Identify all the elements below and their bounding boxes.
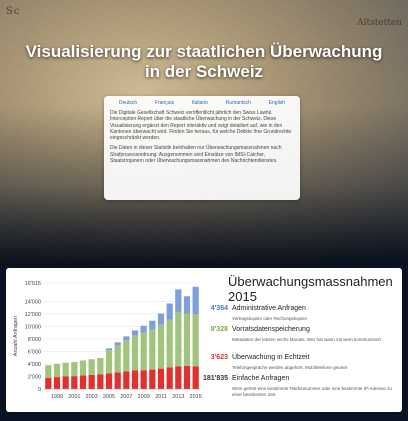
language-link-rm[interactable]: Rumantsch (225, 100, 251, 106)
chart-svg (8, 275, 208, 407)
bar-segment (123, 371, 129, 389)
bar-segment (149, 321, 155, 330)
x-tick-label: 2001 (68, 394, 81, 400)
bar-segment (175, 312, 181, 367)
y-tick-label: 10'000 (24, 324, 41, 331)
bar-segment (149, 329, 155, 369)
legend-name: Vorratsdatenspeicherung (232, 326, 310, 333)
bar-segment (80, 360, 86, 375)
y-tick-label: 14'000 (24, 299, 41, 306)
bar-segment (71, 376, 77, 389)
bar-segment (89, 375, 95, 389)
legend-value: 8'328 (210, 326, 228, 333)
y-axis-label: Anzahl Anfragen (13, 315, 19, 357)
bar-segment (80, 376, 86, 389)
y-tick-label: 4'000 (27, 361, 41, 368)
intro-card (104, 96, 300, 200)
language-link-en[interactable]: English (268, 100, 286, 106)
bar-segment (115, 345, 121, 372)
x-tick-label: 2013 (172, 394, 185, 400)
intro-paragraph: Die Digitale Gesellschaft Schweiz veröffentlicht jährlich den Swiss Lawful Interception Report über die staatliche Überwachung in der Schweiz. Diese Visualisierung ergänzt den Report interaktiv und zeigt detailiert auf, wie in den Kantonen überwacht wird. Finden Sie heraus, für welche Delikte Ihre Grundrechte eingeschränkt werden. (110, 110, 292, 142)
bar-segment (45, 378, 51, 389)
map-label: Altstetten (357, 18, 402, 28)
legend-desc: Vertragskopien oder Rechungskopien (232, 316, 308, 321)
bar-segment (45, 365, 51, 378)
bar-segment (193, 366, 199, 389)
bar-segment (106, 373, 112, 389)
bar-segment (149, 370, 155, 389)
surveillance-chart (8, 275, 208, 407)
y-tick-label: 6'000 (27, 349, 41, 356)
bar-segment (132, 371, 138, 389)
stats-title: Überwachungsmassnahmen 2015 (228, 274, 393, 304)
y-tick-label: 12'000 (24, 311, 41, 318)
bar-segment (132, 335, 138, 370)
bar-segment (54, 364, 60, 377)
x-tick-label: 2007 (120, 394, 133, 400)
language-link-it[interactable]: Italiano (191, 100, 208, 106)
bar-segment (106, 348, 112, 350)
legend-desc: Wem gehört eine bestimmte Telefonnummer oder eine bestimmte IP-Adresse zu einer bestimmten Zeit. (232, 386, 392, 397)
bar-segment (184, 314, 190, 366)
bar-segment (193, 287, 199, 314)
bar-segment (123, 340, 129, 371)
bar-segment (54, 377, 60, 389)
legend-value: 4'364 (210, 305, 228, 312)
bar-segment (63, 363, 69, 377)
bar-segment (141, 333, 147, 371)
legend-name: Einfache Anfragen (232, 375, 290, 382)
legend-name: Administrative Anfragen (232, 305, 306, 312)
bar-segment (89, 359, 95, 375)
bar-segment (106, 350, 112, 373)
bar-segment (132, 330, 138, 335)
legend-desc: Metadaten der letzten sechs Monats. Wer hat wann mit wem kommuniziert. (232, 337, 382, 342)
bar-segment (167, 303, 173, 319)
bar-segment (193, 314, 199, 366)
language-link-de[interactable]: Deutsch (118, 100, 138, 106)
language-link-fr[interactable]: Français (154, 100, 175, 106)
bar-segment (141, 326, 147, 333)
x-tick-label: 1999 (50, 394, 64, 400)
language-switcher (110, 100, 294, 106)
bar-segment (141, 370, 147, 389)
bar-segment (167, 367, 173, 389)
bar-segment (71, 362, 77, 376)
bar-segment (63, 376, 69, 389)
bar-segment (115, 372, 121, 389)
bar-segment (175, 366, 181, 389)
map-label: Sc (6, 6, 21, 17)
bar-segment (167, 320, 173, 368)
y-tick-label: 2'000 (27, 374, 41, 381)
legend-value: 181'835 (202, 375, 228, 382)
bar-segment (158, 369, 164, 389)
bar-segment (184, 366, 190, 389)
x-tick-label: 2003 (85, 394, 98, 400)
bar-segment (97, 358, 103, 374)
bar-segment (184, 296, 190, 314)
intro-paragraph: Die Daten in dieser Statistik beinhalten nur Überwachungsmassnahmen nach Strafprozessordnung. Ausgenommen sind Einsätze von IMSI-Catcher, Staatstrojanern oder Überwachungsmassnahmen des Nachrichtendienstes. (110, 145, 282, 165)
x-tick-label: 2015 (189, 394, 202, 400)
y-tick-label: 8'000 (27, 336, 41, 343)
x-tick-label: 2009 (137, 394, 150, 400)
page-title: Visualisierung zur staatlichen Überwachung in der Schweiz (25, 42, 383, 81)
legend-value: 3'623 (210, 354, 228, 361)
bar-segment (123, 336, 129, 340)
bar-segment (158, 313, 164, 324)
bar-segment (115, 342, 121, 345)
legend-desc: Telefongespräche werden abgehört, Mobiltelefone geortet (232, 365, 348, 370)
x-tick-label: 2011 (155, 394, 167, 400)
bar-segment (175, 289, 181, 312)
bar-segment (158, 325, 164, 369)
x-tick-label: 2005 (102, 394, 116, 400)
y-tick-label: 0 (37, 387, 41, 393)
y-tick-label: 16'915 (24, 281, 41, 287)
bar-segment (97, 374, 103, 389)
legend-name: Überwachung in Echtzeit (232, 354, 310, 361)
